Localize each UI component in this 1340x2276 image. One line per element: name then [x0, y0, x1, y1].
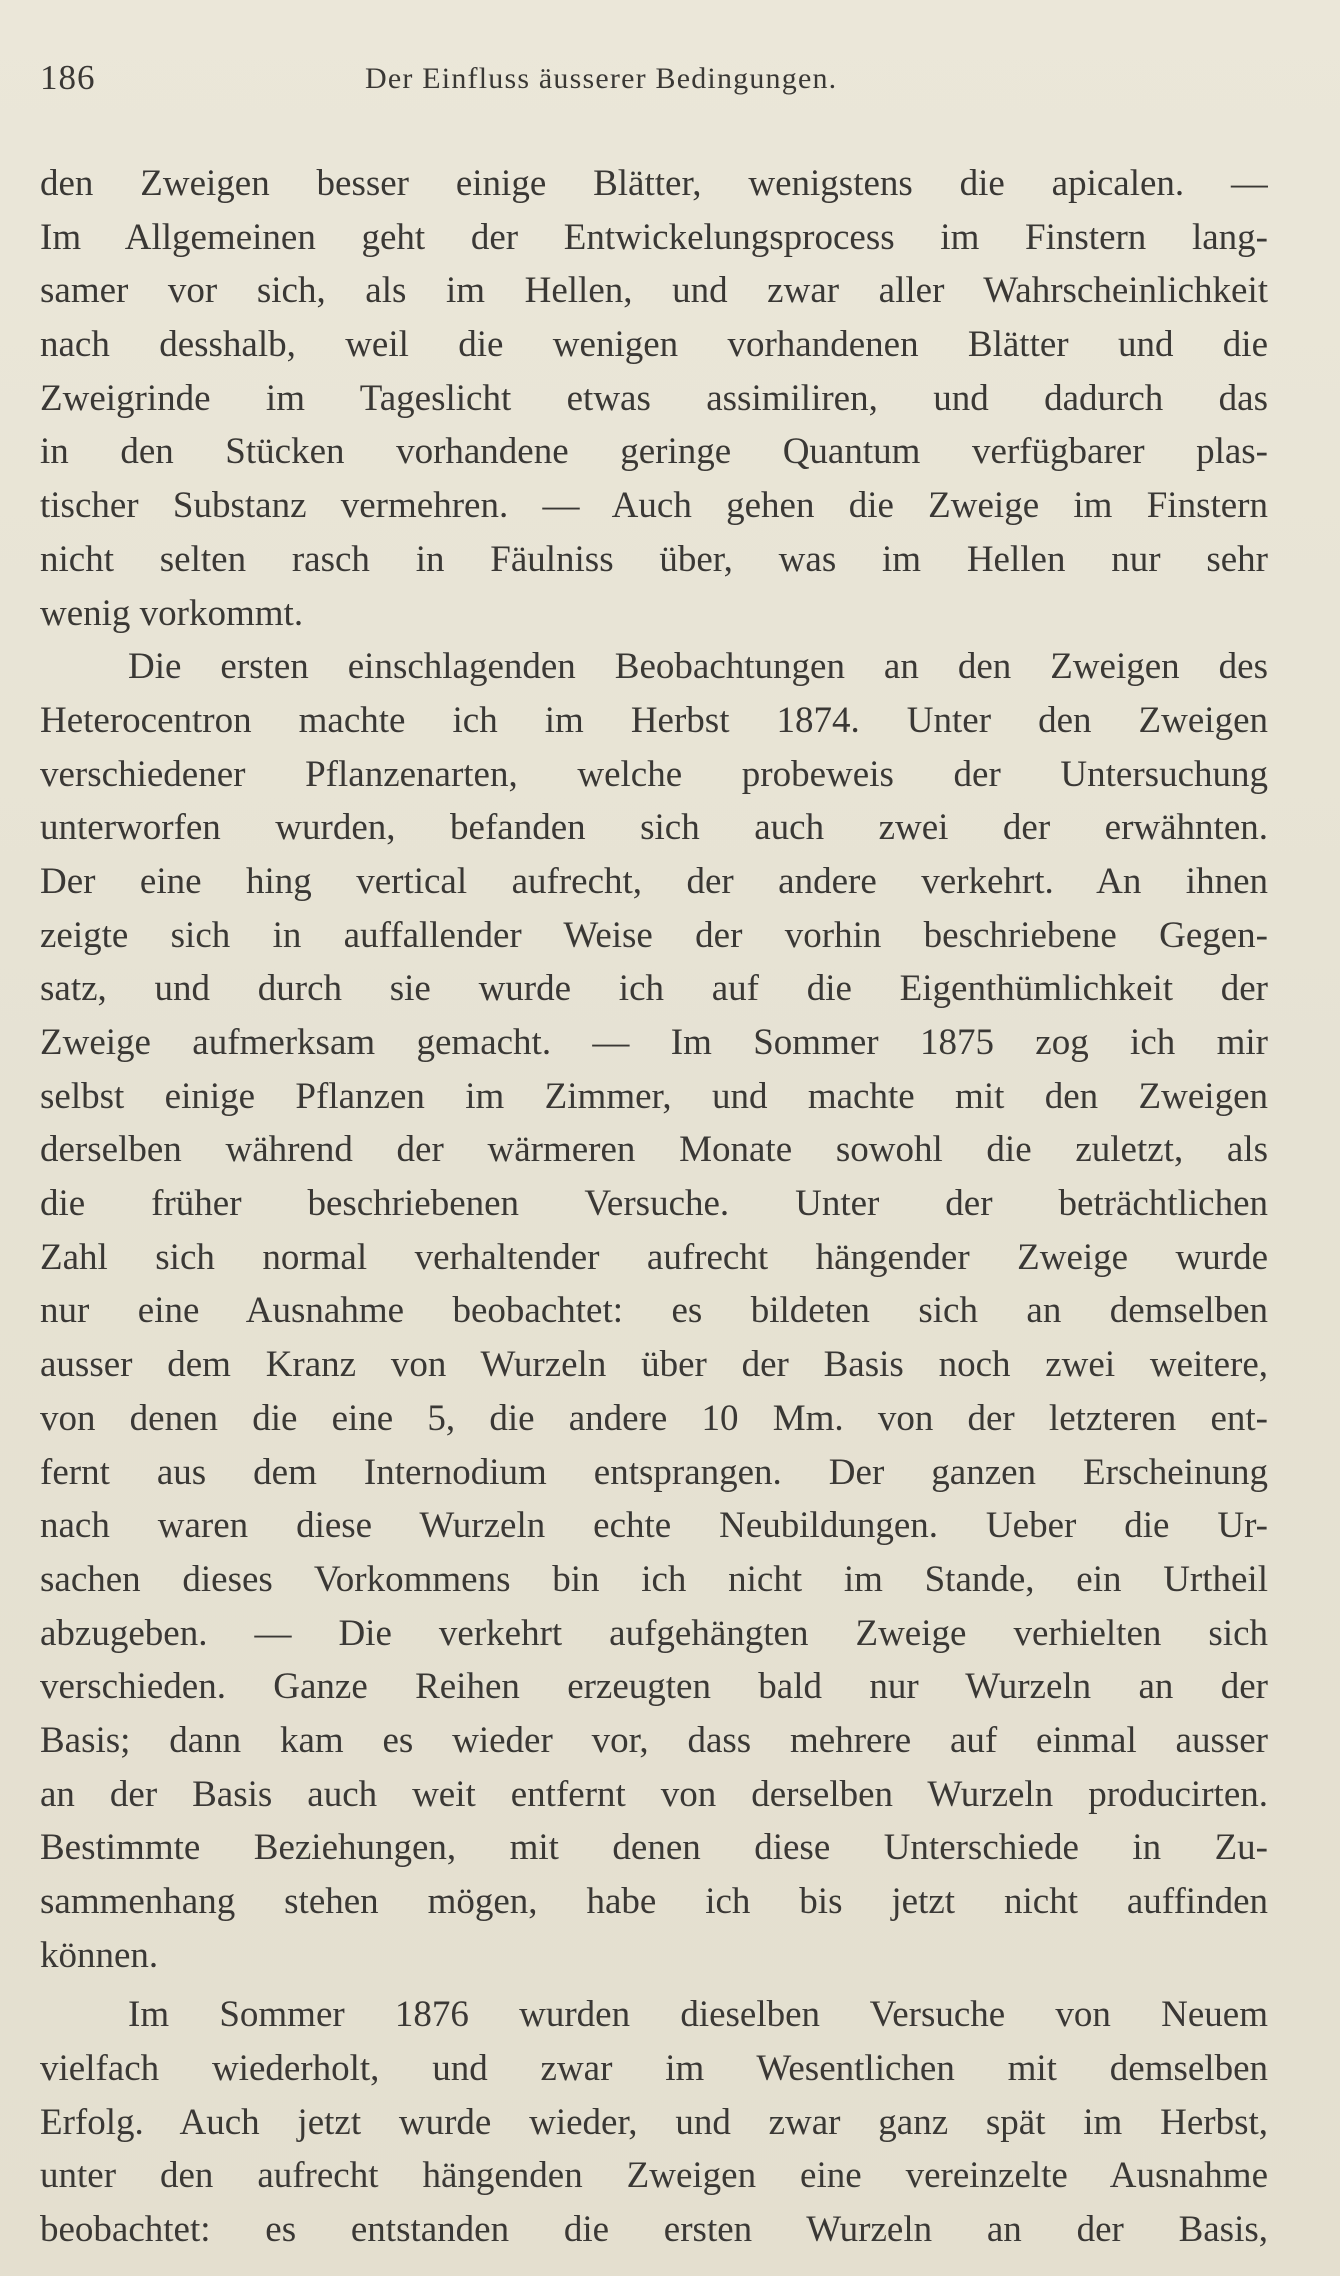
- paragraph-start-line: Im Sommer 1876 wurden dieselben Versuche von Neuem: [128, 1994, 1268, 2036]
- text-line: nach desshalb, weil die wenigen vorhandenen Blätter und die: [40, 324, 1268, 366]
- text-line: Erfolg. Auch jetzt wurde wieder, und zwar ganz spät im Herbst,: [40, 2101, 1268, 2143]
- text-line: Der eine hing vertical aufrecht, der andere verkehrt. An ihnen: [40, 860, 1268, 902]
- text-line: Bestimmte Beziehungen, mit denen diese Unterschiede in Zu-: [40, 1827, 1268, 1869]
- text-line: nach waren diese Wurzeln echte Neubildungen. Ueber die Ur-: [40, 1505, 1268, 1547]
- text-line: Zweigrinde im Tageslicht etwas assimiliren, und dadurch das: [40, 377, 1268, 419]
- text-line: Heterocentron machte ich im Herbst 1874. Unter den Zweigen: [40, 699, 1268, 741]
- text-line: den Zweigen besser einige Blätter, wenigstens die apicalen. —: [40, 163, 1268, 204]
- text-line: die früher beschriebenen Versuche. Unter der beträchtlichen: [40, 1183, 1268, 1225]
- running-head: Der Einfluss äusserer Bedingungen.: [365, 62, 838, 95]
- text-line: selbst einige Pflanzen im Zimmer, und machte mit den Zweigen: [40, 1075, 1268, 1117]
- text-line: fernt aus dem Internodium entsprangen. Der ganzen Erscheinung: [40, 1451, 1268, 1493]
- text-line: vielfach wiederholt, und zwar im Wesentlichen mit demselben: [40, 2048, 1268, 2090]
- text-line: verschieden. Ganze Reihen erzeugten bald nur Wurzeln an der: [40, 1666, 1268, 1708]
- text-line: nicht selten rasch in Fäulniss über, was im Hellen nur sehr: [40, 538, 1268, 580]
- text-line: nur eine Ausnahme beobachtet: es bildeten sich an demselben: [40, 1290, 1268, 1332]
- text-line: beobachtet: es entstanden die ersten Wurzeln an der Basis,: [40, 2209, 1268, 2251]
- paragraph-start-line: Die ersten einschlagenden Beobachtungen an den Zweigen des: [128, 646, 1268, 688]
- text-line: zeigte sich in auffallender Weise der vorhin beschriebene Gegen-: [40, 914, 1268, 956]
- text-line: von denen die eine 5, die andere 10 Mm. von der letzteren ent-: [40, 1397, 1268, 1439]
- text-line: unterworfen wurden, befanden sich auch zwei der erwähnten.: [40, 807, 1268, 849]
- text-line: Im Allgemeinen geht der Entwickelungsprocess im Finstern lang-: [40, 216, 1268, 258]
- text-line: ausser dem Kranz von Wurzeln über der Basis noch zwei weitere,: [40, 1344, 1268, 1386]
- text-line: in den Stücken vorhandene geringe Quantum verfügbarer plas-: [40, 431, 1268, 473]
- body-text: [40, 157, 1268, 2257]
- text-line: Zahl sich normal verhaltender aufrecht hängender Zweige wurde: [40, 1236, 1268, 1278]
- text-line: satz, und durch sie wurde ich auf die Eigenthümlichkeit der: [40, 968, 1268, 1010]
- text-line: unter den aufrecht hängenden Zweigen eine vereinzelte Ausnahme: [40, 2155, 1268, 2197]
- text-line: verschiedener Pflanzenarten, welche probeweis der Untersuchung: [40, 753, 1268, 795]
- text-line: Zweige aufmerksam gemacht. — Im Sommer 1875 zog ich mir: [40, 1022, 1268, 1063]
- page-number: 186: [40, 58, 96, 97]
- text-line: können.: [40, 1934, 159, 1976]
- text-line: derselben während der wärmeren Monate sowohl die zuletzt, als: [40, 1129, 1268, 1171]
- text-line: tischer Substanz vermehren. — Auch gehen die Zweige im Finstern: [40, 485, 1268, 527]
- text-line: samer vor sich, als im Hellen, und zwar aller Wahrscheinlichkeit: [40, 270, 1268, 312]
- text-line: an der Basis auch weit entfernt von derselben Wurzeln producirten.: [40, 1773, 1268, 1815]
- page-header: [40, 58, 1270, 108]
- text-line: wenig vorkommt.: [40, 592, 304, 634]
- text-line: abzugeben. — Die verkehrt aufgehängten Zweige verhielten sich: [40, 1612, 1268, 1654]
- text-line: sachen dieses Vorkommens bin ich nicht im Stande, ein Urtheil: [40, 1558, 1268, 1600]
- text-line: Basis; dann kam es wieder vor, dass mehrere auf einmal ausser: [40, 1719, 1268, 1761]
- text-line: sammenhang stehen mögen, habe ich bis jetzt nicht auffinden: [40, 1881, 1268, 1922]
